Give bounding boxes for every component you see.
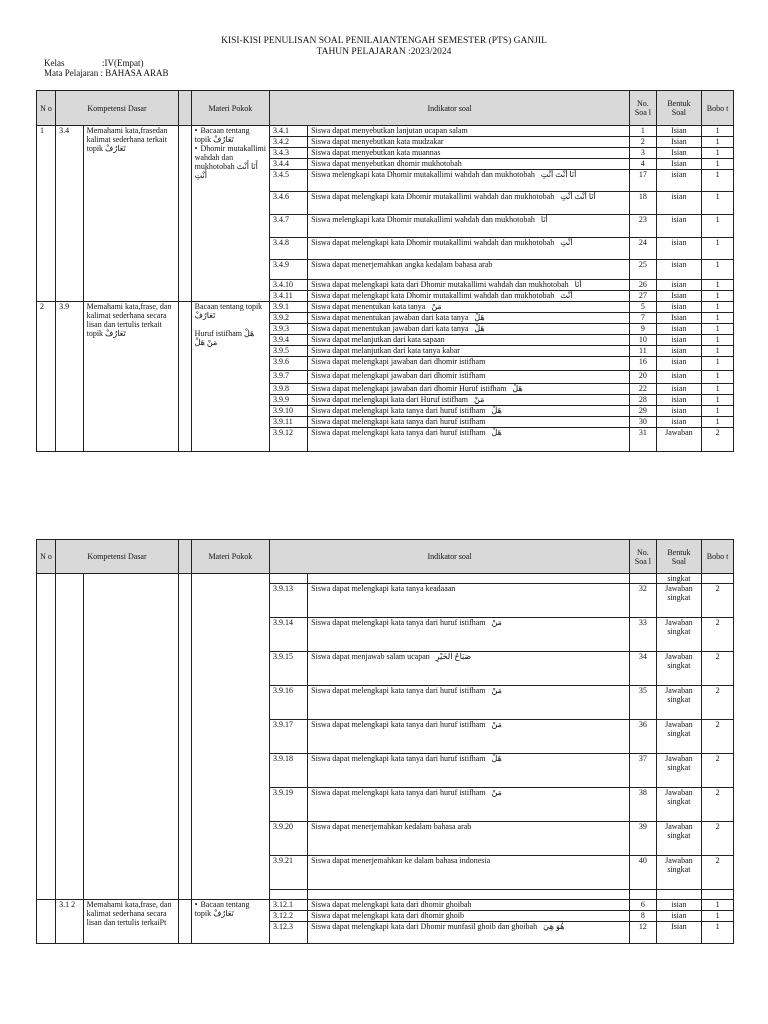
indikator-label: Siswa dapat melengkapi kata tanya keadaaan	[311, 584, 456, 593]
indikator-code: 3.9.18	[270, 754, 308, 788]
bobot-value: 1	[702, 215, 734, 238]
table-1-body	[37, 126, 734, 452]
soal-number: 35	[630, 686, 656, 720]
indikator-code: 3.4.6	[270, 192, 308, 215]
indikator-label: Siswa dapat menerjemahkan ke dalam bahasa indonesia	[311, 856, 491, 865]
indikator-text	[308, 357, 630, 371]
table-row	[37, 302, 734, 313]
soal-number: 26	[630, 280, 656, 291]
title-line-1: KISI-KISI PENULISAN SOAL PENILAIANTENGAH SEMESTER (PTS) GANJIL	[221, 36, 547, 46]
arabic-term: هَلْ	[512, 384, 523, 393]
indikator-label: Siswa dapat menyebutkan kata muannas	[311, 148, 441, 157]
table-row	[37, 900, 734, 911]
bobot-value: 2	[702, 428, 734, 452]
bentuk-soal: isian	[656, 260, 702, 280]
bentuk-soal: isian	[656, 911, 702, 922]
indikator-text	[308, 856, 630, 890]
bentuk-soal: Isian	[656, 291, 702, 302]
indikator-label: Siswa dapat melengkapi jawaban dari dhomir istifham	[311, 371, 486, 380]
bobot-value: 1	[702, 922, 734, 944]
table-row	[37, 574, 734, 584]
indikator-text	[308, 280, 630, 291]
soal-number: 6	[630, 900, 656, 911]
bentuk-soal: isian	[656, 900, 702, 911]
indikator-label: Siswa dapat melengkapi kata dari Dhomir mutakallimi wahdah dan mukhotobah	[311, 280, 569, 289]
col-indikator: Indikator soal	[270, 540, 630, 574]
indikator-text	[308, 618, 630, 652]
arabic-term: أَنَا أَنْتَ أَنْتِ	[540, 170, 577, 179]
bobot-value: 1	[702, 357, 734, 371]
bobot-value: 1	[702, 148, 734, 159]
indikator-code: 3.9.6	[270, 357, 308, 371]
bobot-value: 1	[702, 238, 734, 260]
bobot-value: 1	[702, 395, 734, 406]
indikator-label: Siswa dapat menerjemahkan kedalam bahasa arab	[311, 822, 472, 831]
indikator-text	[308, 170, 630, 192]
arabic-term: مَنْ	[431, 302, 442, 311]
indikator-text	[308, 384, 630, 395]
mapel-line	[44, 68, 169, 78]
bobot-value: 1	[702, 291, 734, 302]
bentuk-soal: Jawaban singkat	[656, 584, 702, 618]
bobot-value: 1	[702, 324, 734, 335]
soal-number: 1	[630, 126, 656, 137]
bentuk-soal: Jawaban singkat	[656, 856, 702, 890]
indikator-label: Siswa dapat melengkapi kata Dhomir mutakallimi wahdah dan mukhotobah	[311, 291, 555, 300]
soal-number: 27	[630, 291, 656, 302]
bobot-value: 1	[702, 280, 734, 291]
indikator-label: Siswa melengkapi kata Dhomir mutakallimi wahdah dan mukhotobah	[311, 215, 535, 224]
col-no-soal: No. Soa l	[630, 91, 656, 126]
arabic-term: هَلْ	[474, 324, 485, 333]
bentuk-soal: isian	[656, 215, 702, 238]
indikator-text	[308, 313, 630, 324]
arabic-term: هَلْ	[491, 428, 502, 437]
arabic-term: هَلْ	[491, 406, 502, 415]
bentuk-soal: Jawaban singkat	[656, 822, 702, 856]
arabic-term: مَنْ	[473, 395, 485, 404]
bobot-value: 1	[702, 406, 734, 417]
soal-number: 7	[630, 313, 656, 324]
indikator-text	[308, 215, 630, 238]
indikator-label: Siswa dapat melengkapi kata tanya dari huruf istifham	[311, 428, 486, 437]
indikator-label: Siswa dapat melengkapi kata dari Huruf istifham	[311, 395, 468, 404]
indikator-code: 3.4.10	[270, 280, 308, 291]
kd-text: Memahami kata,frasedan kalimat sederhana terkait topik تَعَارُفْ	[83, 126, 178, 302]
indikator-label: Siswa dapat melanjutkan dari kata sapaan	[311, 335, 445, 344]
bobot-value: 1	[702, 417, 734, 428]
bentuk-soal: isian	[656, 335, 702, 346]
kd-text: Memahami kata,frase, dan kalimat sederhana secara lisan dan tertulis terkait topik تَعَارُفْ	[83, 302, 178, 452]
indikator-text	[308, 822, 630, 856]
col-no: N o	[37, 91, 56, 126]
indikator-code: 3.9.11	[270, 417, 308, 428]
materi-item: • Bacaan tentang topik تَعَارُفْ	[195, 900, 266, 918]
soal-number: 5	[630, 302, 656, 313]
bentuk-soal: isian	[656, 384, 702, 395]
indikator-label: Siswa dapat menyebutkan dhomir mukhotobah	[311, 159, 462, 168]
kelas-value: :IV(Empat)	[102, 58, 144, 68]
bobot-value: 2	[702, 652, 734, 686]
indikator-text	[308, 652, 630, 686]
bobot-value: 1	[702, 371, 734, 384]
soal-number: 17	[630, 170, 656, 192]
bentuk-soal: isian	[656, 302, 702, 313]
soal-number: 12	[630, 922, 656, 944]
indikator-text	[308, 428, 630, 452]
indikator-text	[308, 302, 630, 313]
indikator-text	[308, 324, 630, 335]
bobot-value: 1	[702, 346, 734, 357]
col-materi: Materi Pokok	[191, 540, 269, 574]
bobot-value: 2	[702, 720, 734, 754]
bentuk-soal: Jawaban singkat	[656, 618, 702, 652]
bobot-value: 2	[702, 584, 734, 618]
kisi-table-1	[36, 90, 734, 452]
col-kompetensi: Kompetensi Dasar	[56, 540, 179, 574]
col-bentuk: Bentuk Soal	[656, 540, 702, 574]
soal-number: 18	[630, 192, 656, 215]
soal-number: 40	[630, 856, 656, 890]
indikator-text	[308, 584, 630, 618]
col-bobot: Bobo t	[702, 540, 734, 574]
soal-number: 8	[630, 911, 656, 922]
indikator-code: 3.9.20	[270, 822, 308, 856]
soal-number: 9	[630, 324, 656, 335]
indikator-label: Siswa dapat melengkapi kata tanya dari huruf istifham	[311, 686, 486, 695]
bobot-value: 1	[702, 900, 734, 911]
col-materi: Materi Pokok	[191, 91, 269, 126]
indikator-label: Siswa dapat melengkapi kata tanya dari huruf istifham	[311, 618, 486, 627]
bentuk-soal: Isian	[656, 126, 702, 137]
indikator-label: Siswa dapat menentukan kata tanya	[311, 302, 426, 311]
document-title	[0, 36, 768, 58]
indikator-label: Siswa dapat melengkapi kata tanya dari huruf istifham	[311, 417, 486, 426]
mapel-value: : BAHASA ARAB	[100, 68, 169, 78]
soal-number: 38	[630, 788, 656, 822]
kd-code: 3.4	[56, 126, 84, 302]
bentuk-soal: isian	[656, 238, 702, 260]
indikator-text	[308, 754, 630, 788]
indikator-text	[308, 371, 630, 384]
indikator-code: 3.4.5	[270, 170, 308, 192]
bobot-value: 1	[702, 911, 734, 922]
soal-number: 16	[630, 357, 656, 371]
soal-number: 28	[630, 395, 656, 406]
indikator-code: 3.4.9	[270, 260, 308, 280]
indikator-code: 3.9.3	[270, 324, 308, 335]
indikator-text	[308, 788, 630, 822]
bobot-value: 1	[702, 192, 734, 215]
indikator-code: 3.4.8	[270, 238, 308, 260]
soal-number: 20	[630, 371, 656, 384]
bentuk-soal-continued: singkat	[656, 574, 702, 584]
bentuk-soal: isian	[656, 170, 702, 192]
bobot-value: 2	[702, 856, 734, 890]
indikator-text	[308, 291, 630, 302]
soal-number: 37	[630, 754, 656, 788]
indikator-code: 3.9.8	[270, 384, 308, 395]
indikator-code: 3.12.2	[270, 911, 308, 922]
row-number: 1	[37, 126, 56, 302]
soal-number: 36	[630, 720, 656, 754]
bentuk-soal: isian	[656, 346, 702, 357]
soal-number: 23	[630, 215, 656, 238]
arabic-term: هُوَ هِيَ	[543, 922, 565, 931]
indikator-code: 3.9.2	[270, 313, 308, 324]
indikator-code: 3.9.13	[270, 584, 308, 618]
soal-number: 4	[630, 159, 656, 170]
indikator-code: 3.4.3	[270, 148, 308, 159]
indikator-label: Siswa dapat melengkapi kata Dhomir mutakallimi wahdah dan mukhotobah	[311, 192, 555, 201]
bentuk-soal: Jawaban singkat	[656, 686, 702, 720]
table-2-body	[37, 574, 734, 944]
indikator-text	[308, 126, 630, 137]
bentuk-soal: isian	[656, 406, 702, 417]
bentuk-soal: Isian	[656, 313, 702, 324]
mapel-label: Mata Pelajaran	[44, 68, 99, 78]
row-number	[37, 900, 56, 944]
materi-item: • Bacaan tentang topik تَعَارُفْ	[195, 126, 266, 144]
kd-code: 3.9	[56, 302, 84, 452]
col-indikator: Indikator soal	[270, 91, 630, 126]
col-no: N o	[37, 540, 56, 574]
bentuk-soal: isian	[656, 280, 702, 291]
indikator-label: Siswa dapat menyebutkan lanjutan ucapan salam	[311, 126, 468, 135]
indikator-label: Siswa dapat melengkapi kata tanya dari huruf istifham	[311, 754, 486, 763]
indikator-code: 3.4.4	[270, 159, 308, 170]
soal-number: 29	[630, 406, 656, 417]
materi-item: Bacaan tentang topik تَعَارُفْ	[194, 302, 263, 320]
bobot-value: 2	[702, 686, 734, 720]
soal-number: 30	[630, 417, 656, 428]
indikator-text	[308, 417, 630, 428]
arabic-term: مَنْ	[491, 618, 502, 627]
bobot-value: 2	[702, 618, 734, 652]
bobot-value: 1	[702, 313, 734, 324]
indikator-label: Siswa dapat melengkapi kata dari dhomir ghoibah	[311, 900, 472, 909]
indikator-text	[308, 335, 630, 346]
soal-number: 39	[630, 822, 656, 856]
bobot-value: 2	[702, 822, 734, 856]
materi-item: • Dhomir mutakallimi wahdah dan mukhotobah أَنَا أَنْتَ أَنْتِ	[195, 144, 266, 180]
col-no-soal: No. Soa l	[630, 540, 656, 574]
indikator-code: 3.9.5	[270, 346, 308, 357]
arabic-term: أَنَا أَنْتَ أَنْتِ	[560, 192, 596, 201]
soal-number: 3	[630, 148, 656, 159]
col-kompetensi: Kompetensi Dasar	[56, 91, 179, 126]
soal-number: 11	[630, 346, 656, 357]
soal-number: 10	[630, 335, 656, 346]
indikator-text	[308, 720, 630, 754]
indikator-label: Siswa dapat melengkapi kata Dhomir mutakallimi wahdah dan mukhotobah	[311, 238, 555, 247]
bentuk-soal: Jawaban singkat	[656, 720, 702, 754]
indikator-text	[308, 395, 630, 406]
soal-number: 22	[630, 384, 656, 395]
soal-number: 32	[630, 584, 656, 618]
arabic-term: مَنْ	[491, 720, 502, 729]
indikator-code: 3.9.16	[270, 686, 308, 720]
indikator-code: 3.9.14	[270, 618, 308, 652]
arabic-term: أَنَا	[574, 280, 582, 289]
indikator-label: Siswa dapat melengkapi kata dari dhomir ghoib	[311, 911, 464, 920]
indikator-label: Siswa dapat melengkapi kata tanya dari huruf istifham	[311, 720, 486, 729]
soal-number: 25	[630, 260, 656, 280]
bobot-value: 1	[702, 260, 734, 280]
arabic-term: مَنْ	[491, 686, 502, 695]
indikator-code: 3.12.1	[270, 900, 308, 911]
bentuk-soal: Jawaban singkat	[656, 788, 702, 822]
indikator-label: Siswa dapat melengkapi jawaban dari dhomir istifham	[311, 357, 486, 366]
kd-code: 3.1 2	[56, 900, 84, 944]
arabic-term: أَنَا	[540, 215, 548, 224]
kelas-line	[44, 58, 143, 68]
arabic-term: أَنْتَ	[560, 291, 573, 300]
bentuk-soal: Isian	[656, 922, 702, 944]
indikator-label: Siswa dapat melengkapi kata tanya dari huruf istifham	[311, 406, 486, 415]
materi-pokok	[191, 900, 269, 944]
indikator-text	[308, 192, 630, 215]
bobot-value: 1	[702, 159, 734, 170]
bentuk-soal: Isian	[656, 159, 702, 170]
soal-number: 34	[630, 652, 656, 686]
bentuk-soal: isian	[656, 192, 702, 215]
title-line-2: TAHUN PELAJARAN :2023/2024	[316, 47, 452, 57]
indikator-code: 3.9.4	[270, 335, 308, 346]
indikator-code: 3.4.7	[270, 215, 308, 238]
bentuk-soal: Jawaban singkat	[656, 652, 702, 686]
indikator-code: 3.9.12	[270, 428, 308, 452]
soal-number: 33	[630, 618, 656, 652]
arabic-term: هَلْ	[491, 754, 502, 763]
indikator-code: 3.9.21	[270, 856, 308, 890]
materi-pokok	[191, 302, 269, 452]
indikator-code: 3.12.3	[270, 922, 308, 944]
indikator-label: Siswa dapat menjawab salam ucapan	[311, 652, 430, 661]
indikator-label: Siswa dapat melengkapi jawaban dari dhomir Huruf istifham	[311, 384, 507, 393]
bobot-value: 1	[702, 335, 734, 346]
indikator-label: Siswa melengkapi kata Dhomir mutakallimi wahdah dan mukhotobah	[311, 170, 535, 179]
indikator-text	[308, 260, 630, 280]
table-row	[37, 126, 734, 137]
col-bobot: Bobo t	[702, 91, 734, 126]
arabic-term: أَنْتِ	[560, 238, 573, 247]
arabic-term: هَلْ	[474, 313, 485, 322]
row-number: 2	[37, 302, 56, 452]
indikator-text	[308, 911, 630, 922]
indikator-text	[308, 346, 630, 357]
indikator-code: 3.4.1	[270, 126, 308, 137]
bentuk-soal: isian	[656, 417, 702, 428]
indikator-text	[308, 900, 630, 911]
bobot-value: 1	[702, 384, 734, 395]
kisi-table-2	[36, 539, 734, 944]
bobot-value: 1	[702, 170, 734, 192]
indikator-label: Siswa dapat melengkapi kata tanya dari huruf istifham	[311, 788, 486, 797]
indikator-code: 3.9.7	[270, 371, 308, 384]
bobot-value: 1	[702, 302, 734, 313]
indikator-text	[308, 159, 630, 170]
bentuk-soal: Isian	[656, 148, 702, 159]
bentuk-soal: isian	[656, 357, 702, 371]
materi-pokok	[191, 126, 269, 302]
indikator-label: Siswa dapat melanjutkan dari kata tanya kabar	[311, 346, 460, 355]
bentuk-soal: isian	[656, 324, 702, 335]
soal-number: 24	[630, 238, 656, 260]
arabic-term: مَنْ	[491, 788, 502, 797]
kelas-label: Kelas	[44, 58, 65, 68]
bobot-value: 1	[702, 137, 734, 148]
indikator-label: Siswa dapat menentukan jawaban dari kata tanya	[311, 324, 469, 333]
soal-number: 2	[630, 137, 656, 148]
bentuk-soal: isian	[656, 395, 702, 406]
table-header-row	[37, 91, 734, 126]
kd-text: Memahami kata,frase, dan kalimat sederhana secara lisan dan tertulis terkaiPt	[83, 900, 178, 944]
indikator-label: Siswa dapat menerjemahkan angka kedalam bahasa arab	[311, 260, 493, 269]
arabic-term: صَبَاحُ الْخَيْرِ	[435, 652, 472, 661]
indikator-code: 3.9.10	[270, 406, 308, 417]
bobot-value: 2	[702, 788, 734, 822]
indikator-code: 3.9.17	[270, 720, 308, 754]
bentuk-soal: Isian	[656, 137, 702, 148]
indikator-code: 3.9.1	[270, 302, 308, 313]
indikator-text	[308, 137, 630, 148]
indikator-text	[308, 922, 630, 944]
indikator-label: Siswa dapat menyebutkan kata mudzakar	[311, 137, 444, 146]
bobot-value: 2	[702, 754, 734, 788]
bentuk-soal: isian	[656, 371, 702, 384]
materi-item: Huruf istifham هَلْ مَنْ هَلْ	[194, 329, 255, 347]
indikator-code: 3.4.2	[270, 137, 308, 148]
indikator-text	[308, 686, 630, 720]
table-header-row	[37, 540, 734, 574]
bobot-value: 1	[702, 126, 734, 137]
indikator-code: 3.9.19	[270, 788, 308, 822]
indikator-text	[308, 148, 630, 159]
indikator-code: 3.4.11	[270, 291, 308, 302]
bentuk-soal: Jawaban	[656, 428, 702, 452]
indikator-label: Siswa dapat menentukan jawaban dari kata tanya	[311, 313, 469, 322]
bentuk-soal: Jawaban singkat	[656, 754, 702, 788]
indikator-code: 3.9.15	[270, 652, 308, 686]
indikator-label: Siswa dapat melengkapi kata dari Dhomir munfasil ghoib dan ghoibah	[311, 922, 538, 931]
col-bentuk: Bentuk Soal	[656, 91, 702, 126]
indikator-text	[308, 238, 630, 260]
indikator-text	[308, 406, 630, 417]
soal-number: 31	[630, 428, 656, 452]
indikator-code: 3.9.9	[270, 395, 308, 406]
